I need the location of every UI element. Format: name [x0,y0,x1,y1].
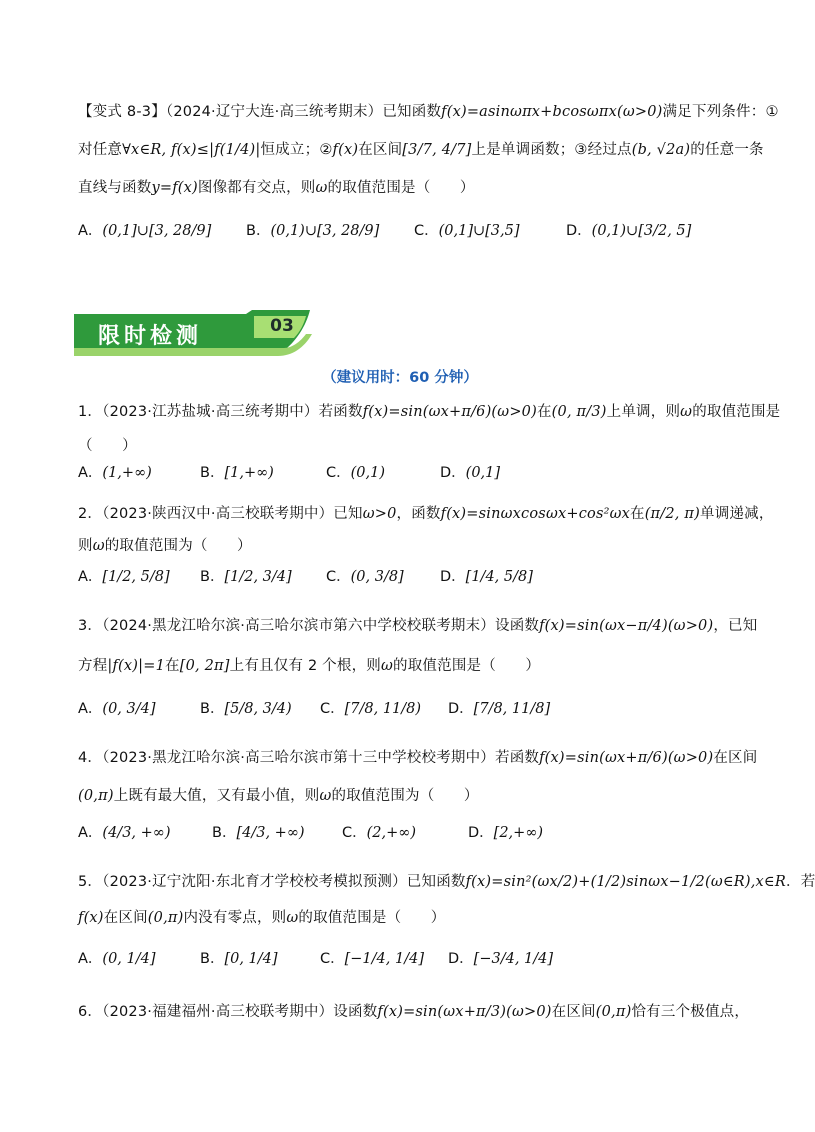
variant-text: 图像都有交点，则 [197,180,316,196]
math-expr: f(x)=sinωxcosωx+cos²ωx [440,506,630,522]
question-text: 的取值范围为（ ） [104,538,252,554]
option-d[interactable] [440,456,500,490]
math-expr: ω [286,910,299,926]
option-value: (0,1)∪[3, 28/9] [270,223,380,239]
option-label: D． [440,569,466,585]
math-expr: y=f(x) [151,180,198,196]
question-text: 的取值范围是 [692,404,781,420]
math-expr: ω [92,538,105,554]
option-d[interactable] [566,214,691,248]
option-value: (0, 3/4] [102,701,156,717]
option-value: (1,+∞) [102,465,152,481]
question-text: 4．（2023·黑龙江哈尔滨·高三哈尔滨市第十三中学校校考期中）若函数 [78,750,540,766]
option-c[interactable] [320,942,424,976]
question-text: 6．（2023·福建福州·高三校联考期中）设函数 [78,1004,378,1020]
option-label: B． [200,569,225,585]
question-text: 的取值范围是（ ） [298,910,446,926]
question-text: 在区间 [713,750,758,766]
option-label: A． [78,951,103,967]
option-a[interactable] [78,942,156,976]
math-expr: (0,π) [595,1004,632,1020]
question-text: ，已知 [713,618,758,634]
math-expr: (0,π) [78,788,114,804]
math-expr: (b, √2a) [631,142,691,158]
option-value: (0,1]∪[3, 28/9] [102,223,212,239]
option-label: D． [566,223,592,239]
option-value: [−3/4, 1/4] [473,951,554,967]
option-d[interactable] [448,692,550,726]
math-expr: [0, 2π] [179,658,230,674]
option-label: A． [78,465,103,481]
question-text: 5．（2023·辽宁沈阳·东北育才学校校考模拟预测）已知函数 [78,874,466,890]
question-1-options [78,456,740,490]
question-2-line-1 [78,500,774,528]
question-text: 上有且仅有 2 个根，则 [229,658,381,674]
option-value: [2,+∞) [493,825,544,841]
math-expr: ω [315,180,328,196]
variant-text: 在区间 [358,142,403,158]
option-value: (0,1)∪[3/2, 5] [591,223,692,239]
option-value: [7/8, 11/8) [344,701,422,717]
option-value: (0,1] [465,465,501,481]
option-a[interactable] [78,456,152,490]
question-5-options [78,942,740,976]
question-text: 在区间 [103,910,148,926]
option-c[interactable] [326,560,404,594]
question-2-line-2 [78,532,730,560]
question-text: 方程 [78,658,108,674]
math-expr: f(x)=sin(ωx+π/3)(ω>0) [377,1004,552,1020]
option-label: C． [326,569,351,585]
option-d[interactable] [448,942,553,976]
math-expr: ω [380,658,394,674]
math-expr: |f(x)|=1 [107,658,166,674]
math-expr: f(x)=asinωπx+bcosωπx(ω>0) [441,104,663,120]
option-label: B． [200,701,225,717]
question-text: 在 [630,506,645,522]
option-label: C． [326,465,351,481]
option-b[interactable] [200,560,292,594]
question-text: 3．（2024·黑龙江哈尔滨·高三哈尔滨市第六中学校校联考期末）设函数 [78,618,540,634]
math-expr: ω>0 [362,506,397,522]
question-4-line-2 [78,782,730,810]
option-a[interactable] [78,816,171,850]
variant-text: 恒成立；② [260,142,333,158]
question-text: 在 [536,404,552,420]
variant-text: 【变式 8-3】（2024·辽宁大连·高三统考期末）已知函数 [78,104,442,120]
math-expr: (0, π/3) [551,404,607,420]
option-label: A． [78,569,103,585]
question-text: 恰有三个极值点， [631,1004,750,1020]
section-banner [74,310,314,358]
option-b[interactable] [200,456,274,490]
option-d[interactable] [440,560,533,594]
variant-text: 满足下列条件：① [662,104,779,120]
question-text: ，函数 [396,506,441,522]
question-text: 单调递减， [700,506,774,522]
question-3-line-1 [78,612,758,640]
option-c[interactable] [414,214,520,248]
question-text: 的取值范围是（ ） [393,658,541,674]
option-c[interactable] [342,816,416,850]
variant-line-3 [78,174,730,202]
question-text: 内没有零点，则 [183,910,287,926]
question-5-line-2 [78,904,730,932]
math-expr: ω [680,404,693,420]
option-label: A． [78,701,103,717]
question-3-line-2 [78,652,730,680]
math-expr: f(x)=sin(ωx+π/6)(ω>0) [539,750,714,766]
variant-text: 直线与函数 [78,180,152,196]
option-label: B． [200,951,225,967]
option-c[interactable] [326,456,385,490]
option-d[interactable] [468,816,543,850]
math-expr: f(x) [332,142,359,158]
option-c[interactable] [320,692,421,726]
option-label: C． [320,701,345,717]
option-label: B． [212,825,237,841]
question-text: 1．（2023·江苏盐城·高三统考期中）若函数 [78,404,363,420]
math-expr: [3/7, 4/7] [402,142,472,158]
option-label: A． [78,223,103,239]
math-expr: f(x) [78,910,104,926]
variant-text: 上是单调函数；③经过点 [471,142,632,158]
question-text: 的取值范围为（ ） [331,788,479,804]
option-a[interactable] [78,560,170,594]
question-6-line-1 [78,998,750,1026]
option-value: (0, 3/8] [350,569,404,585]
question-1-line-1 [78,398,781,426]
question-4-options [78,816,740,850]
question-text: 则 [78,538,93,554]
option-label: C． [414,223,439,239]
option-value: (4/3, +∞) [102,825,171,841]
math-expr: ∀x∈R, f(x)≤|f(1/4)| [122,142,261,158]
question-text: ．若 [786,874,815,890]
option-value: [−1/4, 1/4] [344,951,424,967]
option-label: B． [200,465,225,481]
math-expr: (π/2, π) [644,506,701,522]
option-b[interactable] [212,816,305,850]
variant-options [78,214,740,248]
math-expr: f(x)=sin(ωx+π/6)(ω>0) [362,404,537,420]
option-label: D． [448,951,474,967]
option-value: [0, 1/4] [224,951,278,967]
option-label: D． [448,701,474,717]
question-3-options [78,692,740,726]
question-text: 在区间 [551,1004,596,1020]
section-title: 限时检测 [98,324,203,349]
option-b[interactable] [200,692,292,726]
option-value: [5/8, 3/4) [224,701,292,717]
question-text: 在 [165,658,180,674]
option-value: [1,+∞) [224,465,274,481]
question-text: 2．（2023·陕西汉中·高三校联考期中）已知 [78,506,363,522]
option-label: D． [468,825,494,841]
variant-text: 对任意 [78,142,123,158]
variant-text: 的取值范围是（ ） [327,180,475,196]
option-label: B． [246,223,271,239]
option-label: D． [440,465,466,481]
option-value: [1/2, 5/8] [102,569,170,585]
option-label: C． [320,951,345,967]
question-text: 上单调，则 [606,404,681,420]
suggested-time: （建议用时：60 分钟） [322,370,478,386]
option-a[interactable] [78,692,156,726]
variant-line-2 [78,136,764,164]
section-number: 03 [270,316,294,336]
question-text: 上既有最大值，又有最小值，则 [113,788,320,804]
option-value: (0,1]∪[3,5] [438,223,520,239]
variant-text: 的任意一条 [690,142,764,158]
option-value: (2,+∞) [366,825,417,841]
question-4-line-1 [78,744,758,772]
option-value: [1/2, 3/4] [224,569,292,585]
math-expr: ω [319,788,332,804]
math-expr: (0,π) [147,910,184,926]
option-value: (0,1) [350,465,385,481]
option-value: [7/8, 11/8] [473,701,551,717]
option-b[interactable] [200,942,278,976]
option-label: C． [342,825,367,841]
option-value: [4/3, +∞) [236,825,305,841]
math-expr: f(x)=sin²(ωx/2)+(1/2)sinωx−1/2(ω∈R),x∈R [465,874,786,890]
question-text: （ ） [78,438,137,454]
question-5-line-1 [78,868,815,896]
option-b[interactable] [246,214,379,248]
option-label: A． [78,825,103,841]
option-a[interactable] [78,214,211,248]
question-2-options [78,560,740,594]
math-expr: f(x)=sin(ωx−π/4)(ω>0) [539,618,714,634]
option-value: (0, 1/4] [102,951,156,967]
variant-line-1 [78,98,779,126]
option-value: [1/4, 5/8] [465,569,533,585]
